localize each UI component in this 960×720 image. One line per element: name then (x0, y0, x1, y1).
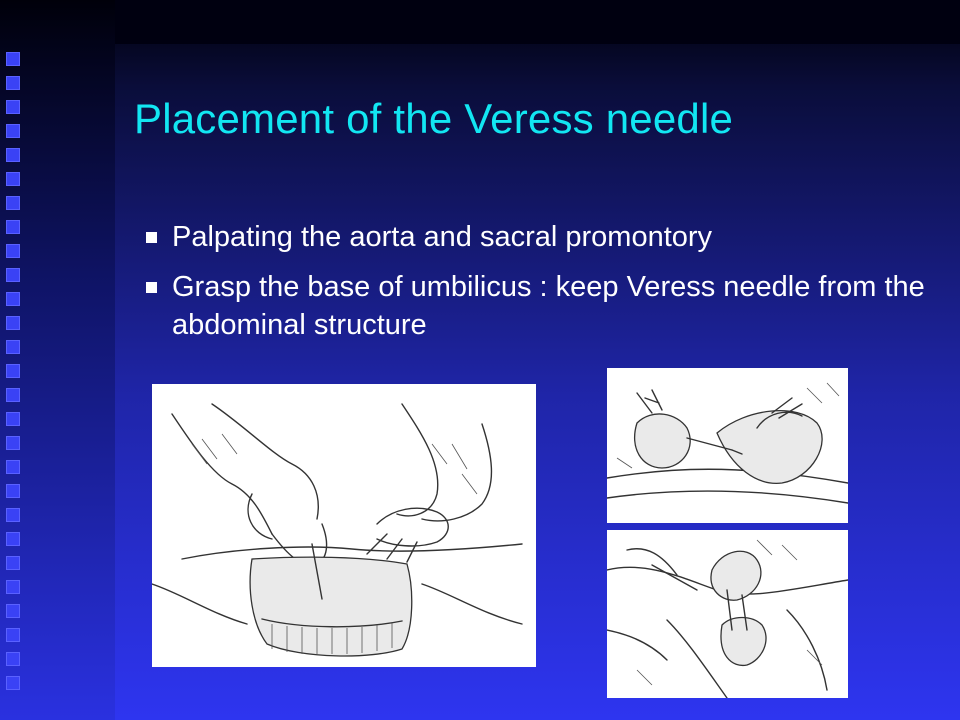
slide-title: Placement of the Veress needle (134, 95, 734, 142)
umbilicus-lift-illustration (607, 530, 848, 698)
square-bullet-icon (146, 232, 157, 243)
bullet-item (146, 218, 936, 256)
hands-grasping-umbilicus-illustration (152, 384, 536, 667)
square-bullet-icon (146, 282, 157, 293)
square-pattern (6, 52, 28, 700)
needle-insertion-illustration (607, 368, 848, 523)
bullet-item (146, 268, 936, 344)
bullet-list (146, 218, 936, 356)
top-band (115, 0, 960, 44)
left-decorative-strip (0, 0, 115, 720)
bullet-text: Grasp the base of umbilicus : keep Veress needle from the abdominal structure (172, 271, 925, 341)
bullet-text: Palpating the aorta and sacral promontory (172, 221, 713, 253)
